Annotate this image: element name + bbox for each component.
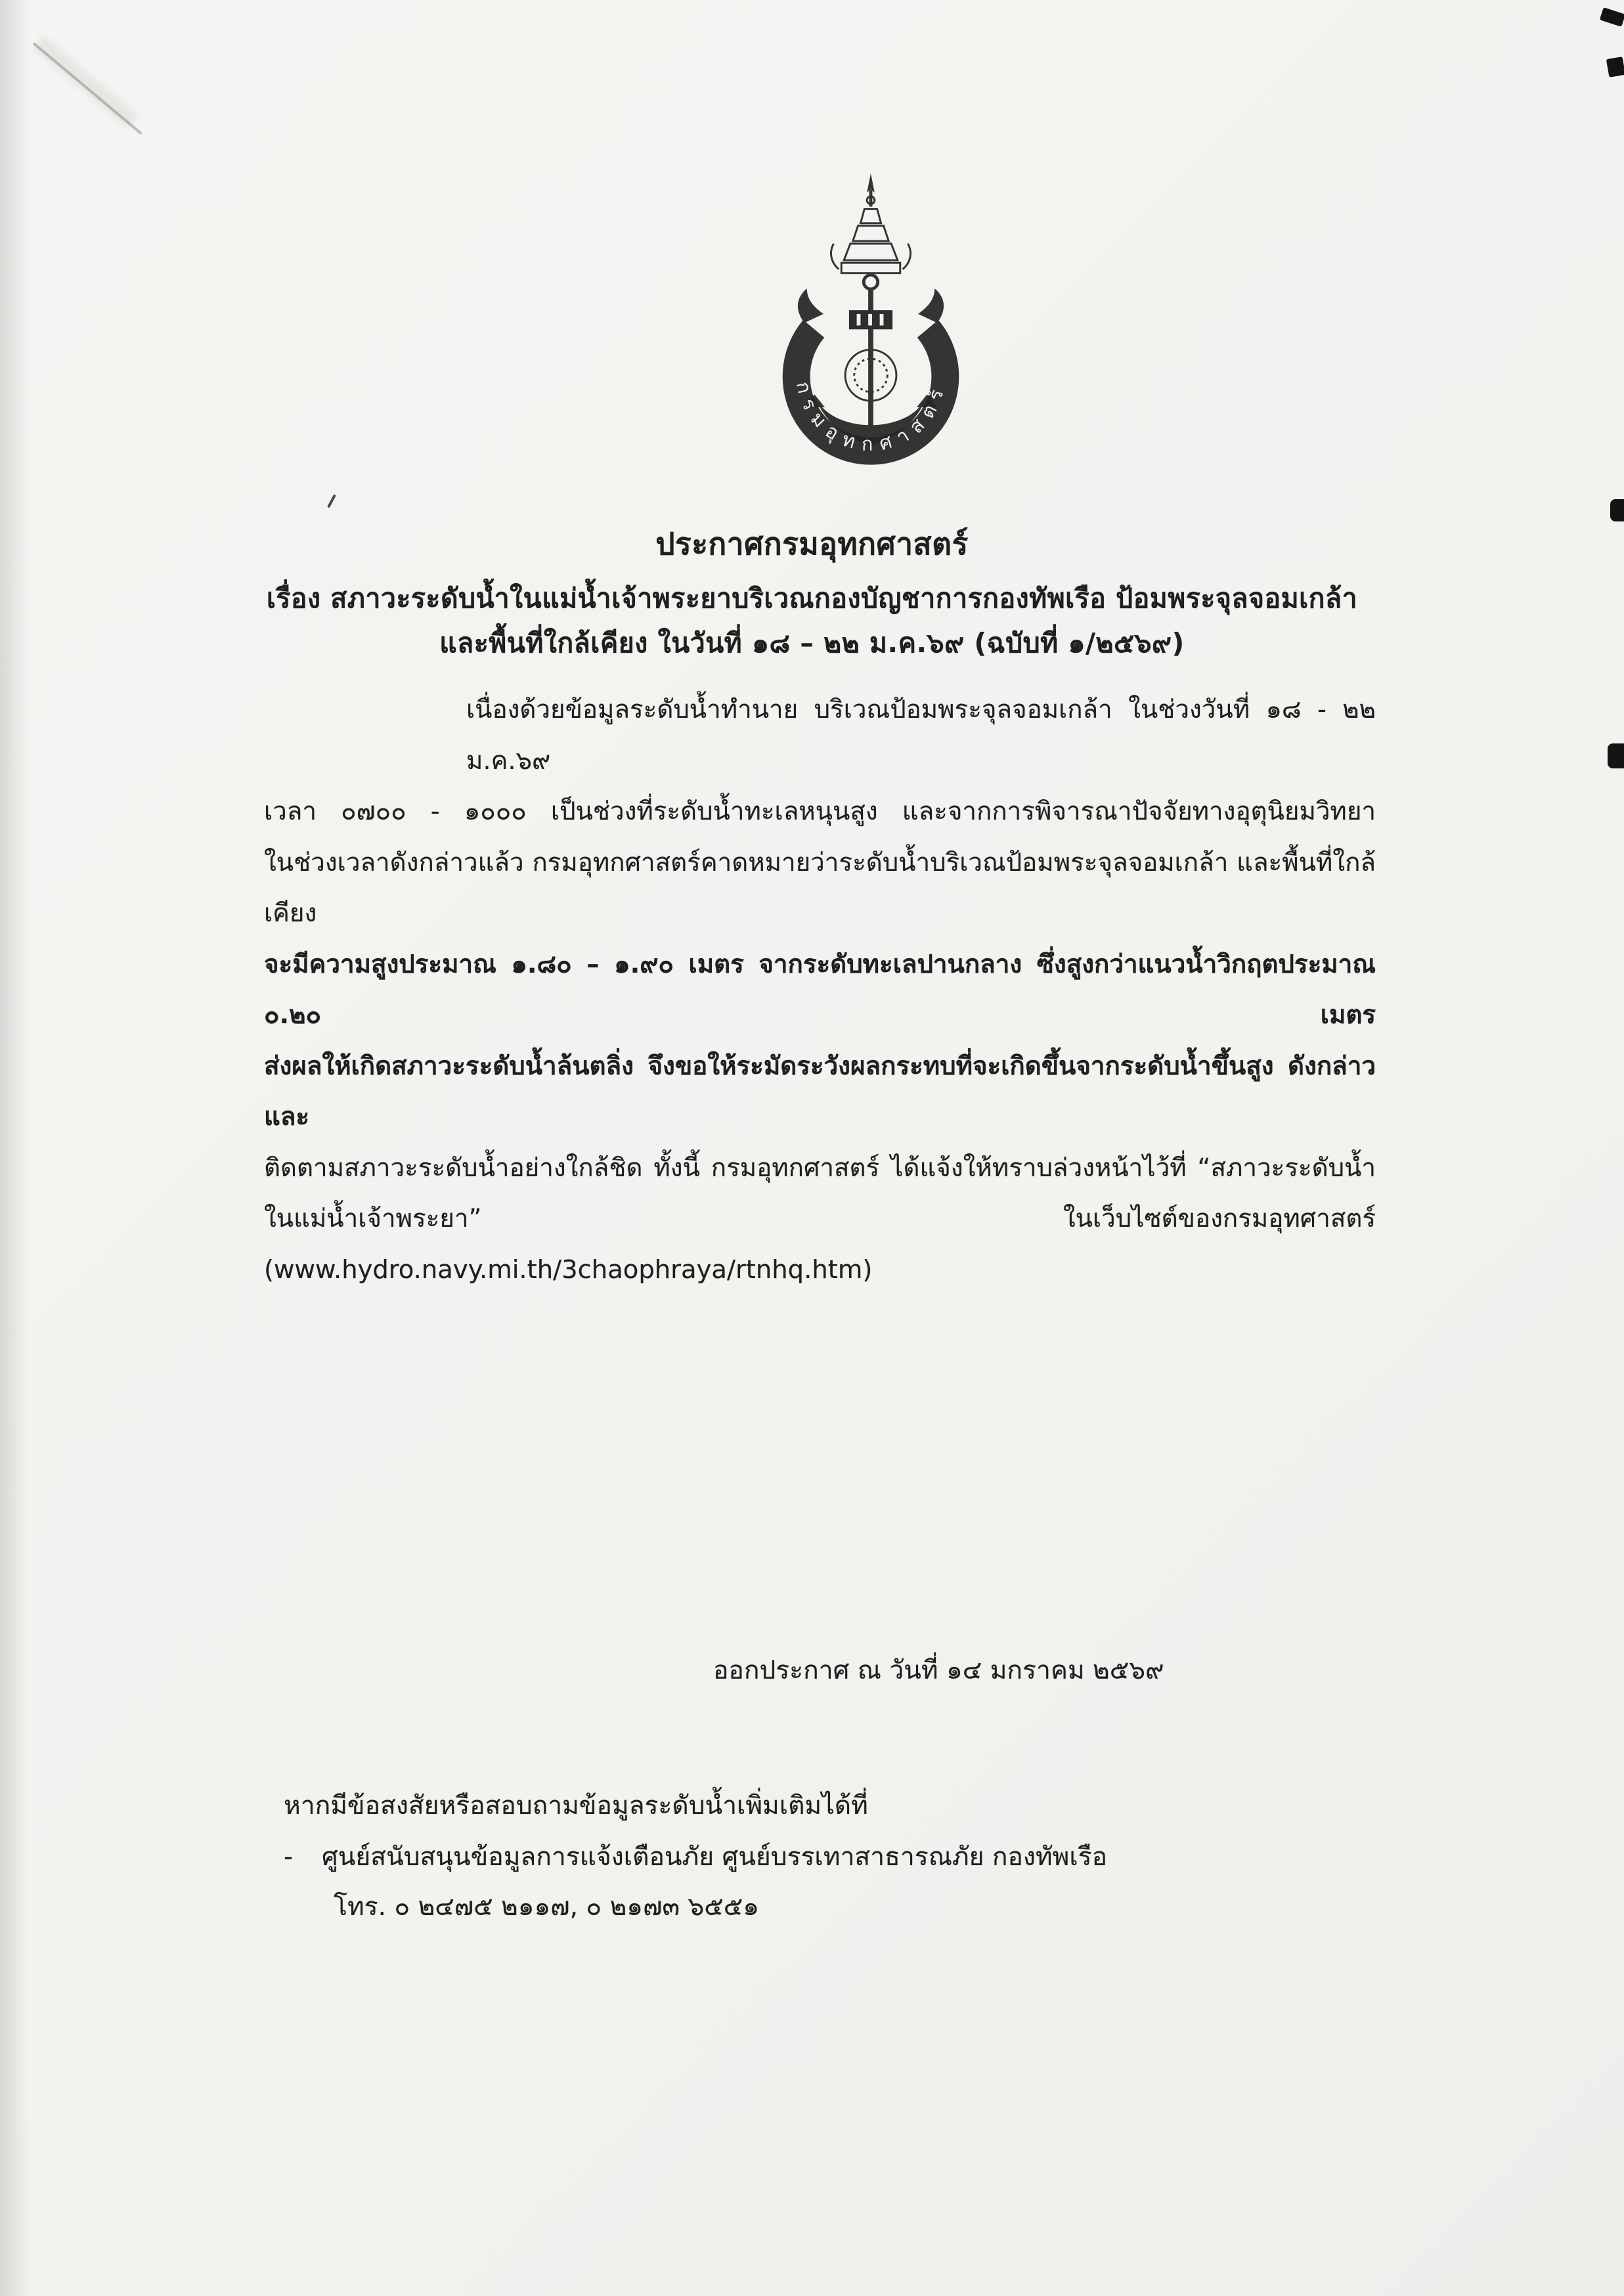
scan-speck xyxy=(1608,743,1624,768)
scan-speck xyxy=(1610,499,1624,521)
announcement-title: ประกาศกรมอุทกศาสตร์ xyxy=(655,526,969,562)
navy-hydrographic-department-seal xyxy=(775,172,967,504)
subject-line-2: และพื้นที่ใกล้เคียง ในวันที่ ๑๘ – ๒๒ ม.ค.๖๙ (ฉบับที่ ๑/๒๕๖๙) xyxy=(439,627,1185,659)
anchor-crown-seal-icon xyxy=(775,172,967,504)
scan-crease-shadow xyxy=(32,35,139,129)
bullet-dash: - xyxy=(284,1842,294,1872)
seal-ring-text: กรมอุทกศาสตร์ xyxy=(791,379,950,455)
scan-speck xyxy=(1606,56,1624,77)
scan-speck xyxy=(1600,7,1624,27)
issue-date-line: ออกประกาศ ณ วันที่ ๑๔ มกราคม ๒๕๖๙ xyxy=(713,1656,1164,1685)
body-line: เวลา ๐๗๐๐ - ๑๐๐๐ เป็นช่วงที่ระดับน้ำทะเลหนุนสูง และจากการพิจารณาปัจจัยทางอุตุนิยมวิทยา xyxy=(264,797,1376,826)
contact-phone-line: โทร. ๐ ๒๔๗๕ ๒๑๑๗, ๐ ๒๑๗๓ ๖๕๕๑ xyxy=(334,1892,759,1922)
body-line: ติดตามสภาวะระดับน้ำอย่างใกล้ชิด ทั้งนี้ กรมอุทกศาสตร์ ได้แจ้งให้ทราบล่วงหน้าไว้ที่ “สภาวะระดับน้ำ xyxy=(264,1153,1376,1183)
body-line: ในแม่น้ำเจ้าพระยา” ในเว็บไซต์ของกรมอุทศาสตร์ (www.hydro.navy.mi.th/3chaophraya/rtnhq.htm) xyxy=(264,1204,1376,1285)
body-line: จะมีความสูงประมาณ ๑.๘๐ – ๑.๙๐ เมตร จากระดับทะเลปานกลาง ซึ่งสูงกว่าแนวน้ำวิกฤตประมาณ ๐.๒๐ เมตร xyxy=(264,949,1376,1030)
body-line: เนื่องด้วยข้อมูลระดับน้ำทำนาย บริเวณป้อมพระจุลจอมเกล้า ในช่วงวันที่ ๑๘ - ๒๒ ม.ค.๖๙ xyxy=(466,695,1376,776)
body-line: ในช่วงเวลาดังกล่าวแล้ว กรมอุทกศาสตร์คาดหมายว่าระดับน้ำบริเวณป้อมพระจุลจอมเกล้า และพื้นที่ใกล้เคียง xyxy=(264,847,1376,928)
body-line: ส่งผลให้เกิดสภาวะระดับน้ำล้นตลิ่ง จึงขอให้ระมัดระวังผลกระทบที่จะเกิดขึ้นจากระดับน้ำขึ้นสูง ดังกล่าว และ xyxy=(264,1051,1376,1132)
scan-crease-line xyxy=(32,42,142,135)
pen-mark xyxy=(327,494,336,508)
contact-heading: หากมีข้อสงสัยหรือสอบถามข้อมูลระดับน้ำเพิ่มเติมได้ที่ xyxy=(284,1791,868,1821)
subject-line-1: เรื่อง สภาวะระดับน้ำในแม่น้ำเจ้าพระยาบริเวณกองบัญชาการกองทัพเรือ ป้อมพระจุลจอมเกล้า xyxy=(266,583,1358,614)
contact-center-name: ศูนย์สนับสนุนข้อมูลการแจ้งเตือนภัย ศูนย์บรรเทาสาธารณภัย กองทัพเรือ xyxy=(322,1842,1108,1872)
scan-edge-shadow xyxy=(0,0,29,2296)
body-paragraph xyxy=(264,684,1376,1295)
contact-item xyxy=(284,1836,1107,1877)
